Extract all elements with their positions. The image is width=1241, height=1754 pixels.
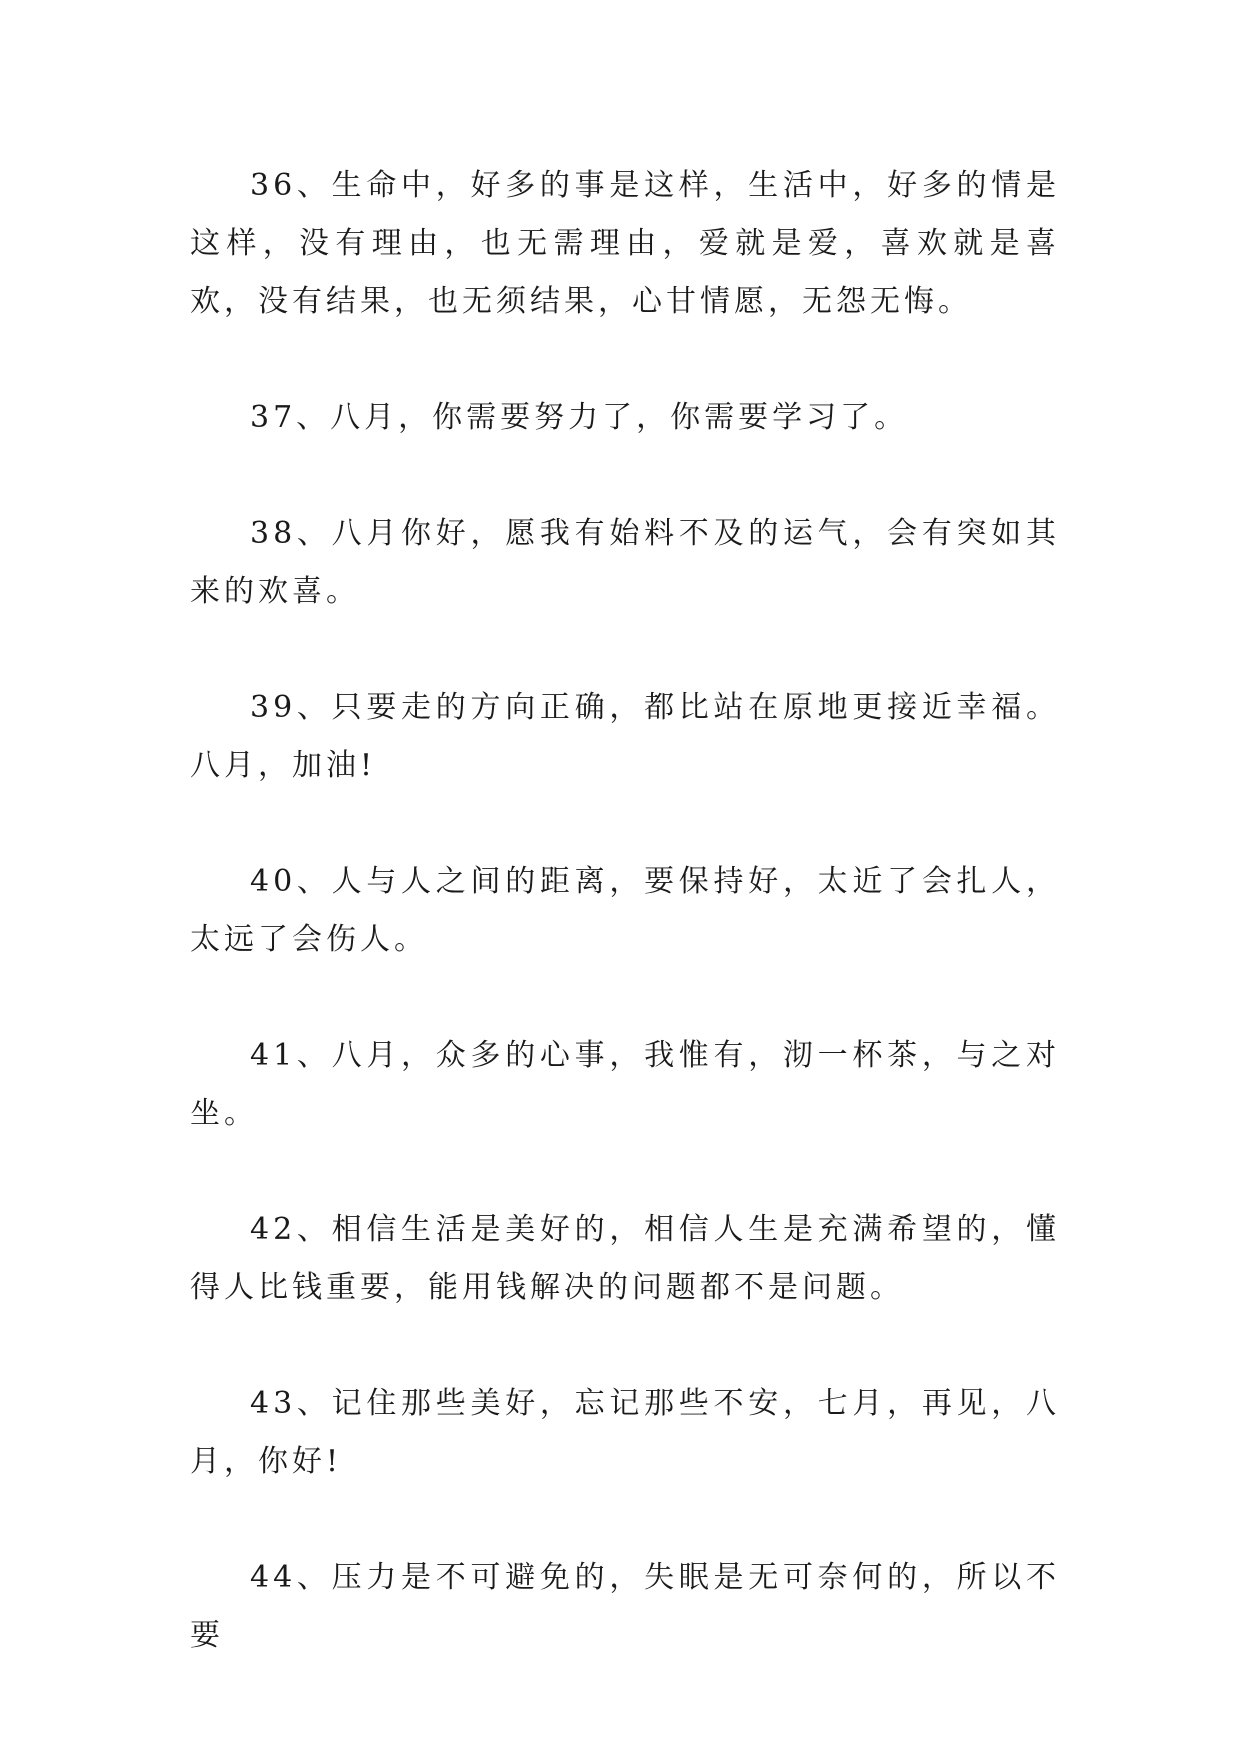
paragraph-43: 43、记住那些美好，忘记那些不安，七月，再见，八月，你好! bbox=[190, 1386, 1060, 1479]
paragraph-38: 38、八月你好，愿我有始料不及的运气，会有突如其来的欢喜。 bbox=[190, 516, 1060, 609]
paragraph-39: 39、只要走的方向正确，都比站在原地更接近幸福。八月，加油! bbox=[190, 690, 1060, 783]
paragraph-36: 36、生命中，好多的事是这样，生活中，好多的情是这样，没有理由，也无需理由，爱就是爱，喜欢就是喜欢，没有结果，也无须结果，心甘情愿，无怨无悔。 bbox=[190, 168, 1060, 319]
paragraph-37: 37、八月，你需要努力了，你需要学习了。 bbox=[250, 400, 909, 435]
paragraph-44: 44、压力是不可避免的，失眠是无可奈何的，所以不要 bbox=[190, 1560, 1060, 1653]
paragraph-41: 41、八月，众多的心事，我惟有，沏一杯茶，与之对坐。 bbox=[190, 1038, 1060, 1131]
document-body bbox=[190, 157, 1060, 1723]
paragraph-42: 42、相信生活是美好的，相信人生是充满希望的，懂得人比钱重要，能用钱解决的问题都不是问题。 bbox=[190, 1212, 1060, 1305]
paragraph-40: 40、人与人之间的距离，要保持好，太近了会扎人，太远了会伤人。 bbox=[190, 864, 1060, 957]
